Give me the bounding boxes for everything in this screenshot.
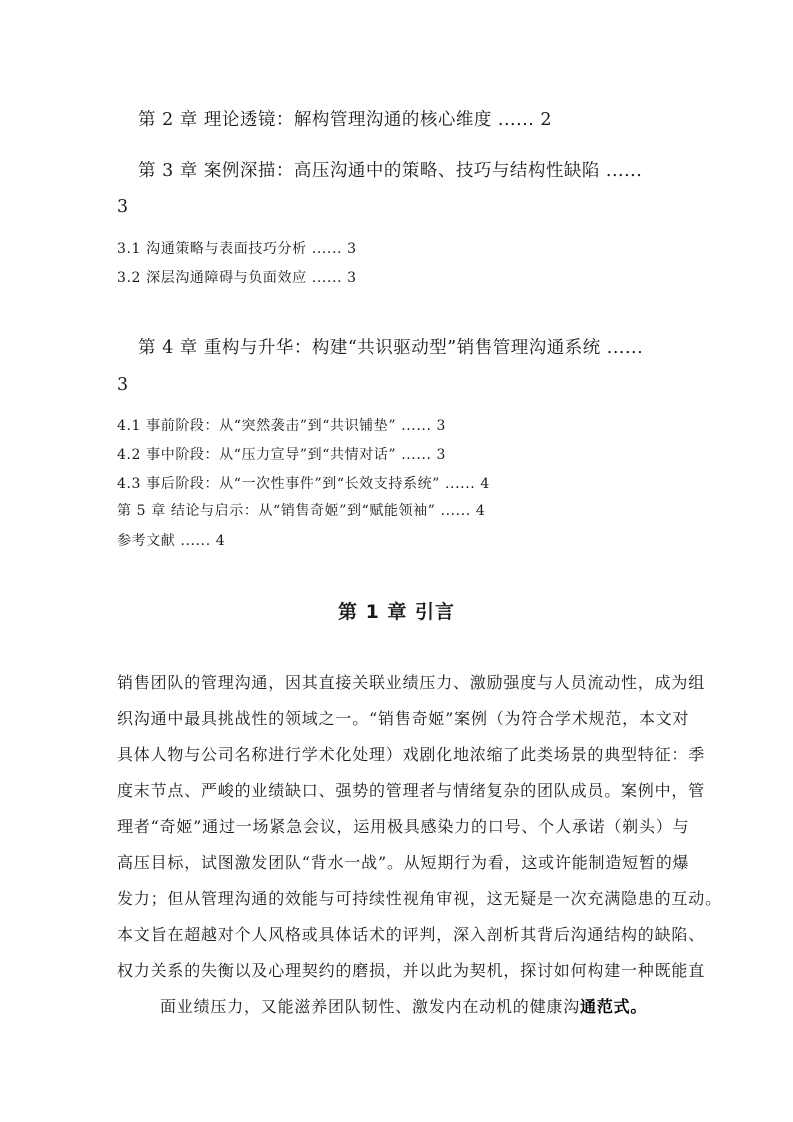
paragraph-text: 面业绩压力，又能滋养团队韧性、激发内在动机的健康沟 (160, 997, 581, 1016)
toc-entry-chapter-3-page: 3 (117, 197, 129, 217)
paragraph-line: 织沟通中最具挑战性的领域之一。“销售奇姬”案例（为符合学术规范，本文对 (117, 709, 690, 728)
paragraph-line: 具体人物与公司名称进行学术化处理）戏剧化地浓缩了此类场景的典型特征：季 (117, 745, 706, 764)
toc-entry-section-4-3[interactable]: 4.3 事后阶段：从“一次性事件”到“长效支持系统” ...... 4 (117, 476, 490, 492)
toc-entry-chapter-4[interactable]: 第 4 章 重构与升华：构建“共识驱动型”销售管理沟通系统 ...... (138, 338, 644, 358)
paragraph-line: 高压目标，试图激发团队“背水一战”。从短期行为看，这或许能制造短暂的爆 (117, 853, 690, 872)
paragraph-line: 度末节点、严峻的业绩缺口、强势的管理者与情绪复杂的团队成员。案例中，管 (117, 781, 706, 800)
paragraph-line: 发力；但从管理沟通的效能与可持续性视角审视，这无疑是一次充满隐患的互动。 (117, 889, 722, 908)
toc-entry-section-3-1[interactable]: 3.1 沟通策略与表面技巧分析 ...... 3 (117, 241, 357, 257)
paragraph-line: 本文旨在超越对个人风格或具体话术的评判，深入剖析其背后沟通结构的缺陷、 (117, 925, 706, 944)
paragraph-bold-text: 通范式。 (580, 997, 648, 1016)
paragraph-line: 理者“奇姬”通过一场紧急会议，运用极具感染力的口号、个人承诺（剃头）与 (117, 817, 690, 836)
paragraph-line: 销售团队的管理沟通，因其直接关联业绩压力、激励强度与人员流动性，成为组 (117, 673, 706, 692)
toc-entry-chapter-3[interactable]: 第 3 章 案例深描：高压沟通中的策略、技巧与结构性缺陷 ...... (138, 161, 643, 181)
toc-entry-chapter-4-page: 3 (117, 375, 129, 395)
toc-entry-chapter-5[interactable]: 第 5 章 结论与启示：从“销售奇姬”到“赋能领袖” ...... 4 (117, 503, 486, 519)
toc-entry-section-3-2[interactable]: 3.2 深层沟通障碍与负面效应 ...... 3 (117, 270, 357, 286)
toc-entry-section-4-2[interactable]: 4.2 事中阶段：从“压力宣导”到“共情对话” ...... 3 (117, 447, 447, 463)
toc-entry-chapter-2[interactable]: 第 2 章 理论透镜：解构管理沟通的核心维度 ...... 2 (138, 110, 552, 130)
toc-entry-references[interactable]: 参考文献 ...... 4 (117, 533, 226, 549)
chapter-1-heading: 第 1 章 引言 (337, 601, 456, 623)
paragraph-line: 权力关系的失衡以及心理契约的磨损，并以此为契机，探讨如何构建一种既能直 (117, 961, 706, 980)
paragraph-last-line (160, 994, 647, 1017)
toc-entry-section-4-1[interactable]: 4.1 事前阶段：从“突然袭击”到“共识铺垫” ...... 3 (117, 418, 447, 434)
